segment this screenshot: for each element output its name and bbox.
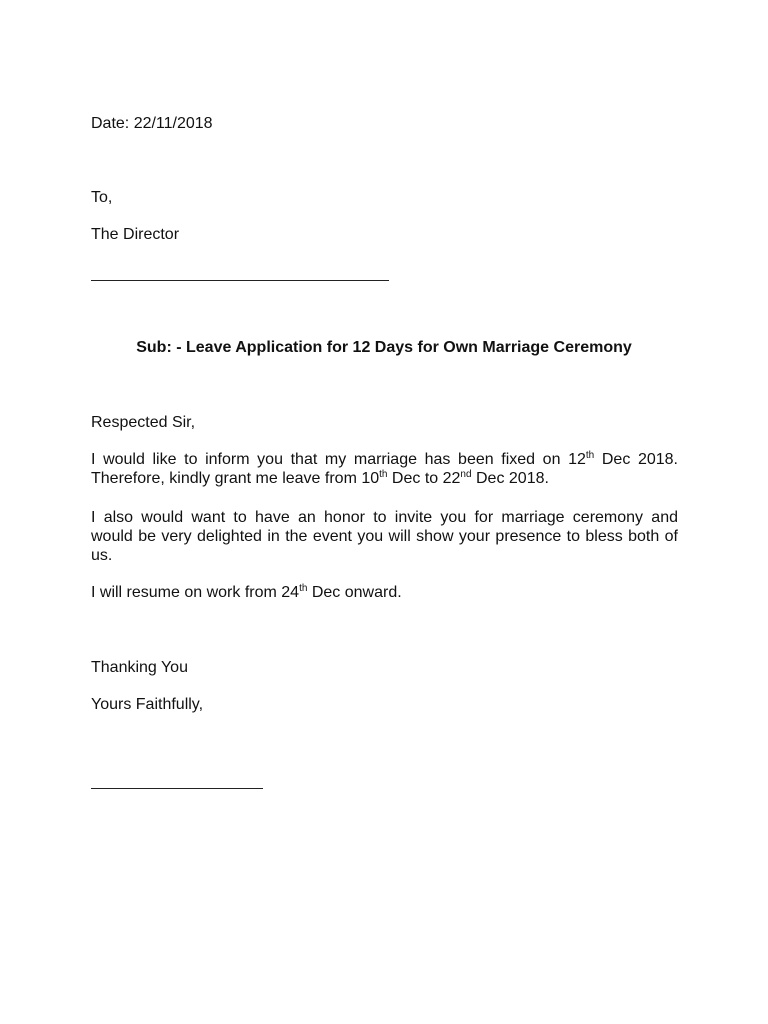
letter-recipient: The Director <box>91 226 180 243</box>
letter-closing: Thanking You <box>91 659 188 676</box>
paragraph-invitation <box>91 508 678 565</box>
letter-salutation: Respected Sir, <box>91 414 196 431</box>
paragraph-line: I would like to inform you that my marriage has been fixed on 12th Dec 2018. <box>91 450 678 468</box>
paragraph-line: us. <box>91 547 113 564</box>
letter-date: Date: 22/11/2018 <box>91 115 213 132</box>
paragraph-marriage-date <box>91 450 678 488</box>
letter-subject: Sub: - Leave Application for 12 Days for Own Marriage Ceremony <box>136 339 632 356</box>
recipient-address-blank-line <box>91 280 389 281</box>
paragraph-line: would be very delighted in the event you will show your presence to bless both of <box>91 528 678 545</box>
letter-signoff: Yours Faithfully, <box>91 696 204 713</box>
signature-blank-line <box>91 788 263 789</box>
letter-to: To, <box>91 189 113 206</box>
paragraph-line: Therefore, kindly grant me leave from 10th Dec to 22nd Dec 2018. <box>91 469 549 487</box>
paragraph-resume-date: I will resume on work from 24th Dec onward. <box>91 583 402 601</box>
paragraph-line: I also would want to have an honor to invite you for marriage ceremony and <box>91 509 678 526</box>
